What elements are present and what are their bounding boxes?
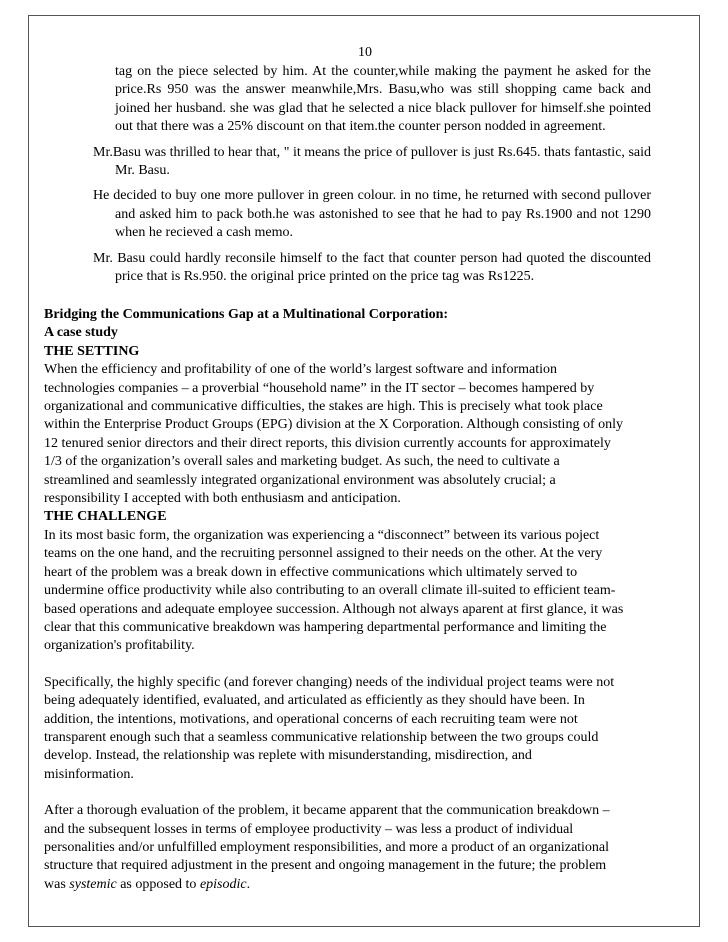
story-paragraph: Mr.Basu was thrilled to hear that, " it means the price of pullover is just Rs.645. thats fantastic, said Mr. Basu. — [93, 144, 651, 179]
challenge-heading: THE CHALLENGE — [44, 509, 167, 525]
evaluation-text: After a thorough evaluation of the problem, it became apparent that the communication breakdown – and the subsequent losses in terms of employee productivity – was less a product of individual personalities and/or unfulfilled employment responsibilities, and more a product of an organizational structure that required adjustment in the present and ongoing management in the future; the problem was — [44, 803, 610, 892]
story-paragraph: tag on the piece selected by him. At the counter,while making the payment he asked for the price.Rs 950 was the answer meanwhile,Mrs. Basu,who was still shopping came back and joined her husband. she was glad that he selected a nice black pullover for himself.she pointed out that there was a 25% discount on that item.the counter person nodded in agreement. — [115, 64, 651, 135]
setting-heading: THE SETTING — [44, 343, 140, 359]
page-number: 10 — [358, 45, 372, 60]
systemic-word: systemic — [69, 876, 117, 892]
evaluation-end: . — [246, 876, 251, 892]
evaluation-connector: as opposed to — [116, 876, 200, 892]
challenge-paragraph: In its most basic form, the organization was experiencing a “disconnect” between its various poject teams on the one hand, and the recruiting personnel assigned to their needs on the other. At the very heart of the problem was a break down in effective communications which ultimately served to undermine office productivity while also contributing to an overall climate ill-suited to efficient team-based operations and adequate employee succession. Although not always aparent at first glance, it was clear that this communicative breakdown was hampering departmental performance and limiting the organization's profitability. — [44, 527, 624, 654]
specific-paragraph: Specifically, the highly specific (and forever changing) needs of the individual project teams were not being adequately identified, evaluated, and articulated as efficiently as they should have been. In addition, the intentions, motivations, and operational concerns of each recruiting team were not transparent enough such that a seamless communicative relationship between the two groups could develop. Instead, the relationship was replete with misunderstanding, misdirection, and misinformation. — [44, 674, 615, 782]
evaluation-paragraph — [44, 802, 624, 894]
case-study-section — [44, 306, 624, 894]
episodic-word: episodic — [199, 876, 247, 892]
case-study-title: Bridging the Communications Gap at a Multinational Corporation: — [44, 307, 449, 322]
story-section — [93, 63, 651, 293]
story-paragraph: He decided to buy one more pullover in green colour. in no time, he returned with second pullover and asked him to pack both.he was astonished to see that he had to pay Rs.1900 and not 1290 when he recieved a cash memo. — [93, 188, 651, 241]
setting-paragraph: When the efficiency and profitability of one of the world’s largest software and information technologies companies – a proverbial “household name” in the IT sector – becomes hampered by organizational and communicative difficulties, the stakes are high. This is precisely what took place within the Enterprise Product Groups (EPG) division at the X Corporation. Although consisting of only 12 tenured senior directors and their direct reports, this division currently accounts for approximately 1/3 of the organization’s overall sales and marketing budget. As such, the need to cultivate a streamlined and seamlessly integrated organizational environment was absolutely crucial; a responsibility I accepted with both enthusiasm and anticipation. — [44, 362, 623, 507]
story-paragraph: Mr. Basu could hardly reconsile himself to the fact that counter person had quoted the discounted price that is Rs.950. the original price printed on the price tag was Rs1225. — [93, 250, 651, 285]
case-study-subtitle: A case study — [44, 325, 118, 341]
